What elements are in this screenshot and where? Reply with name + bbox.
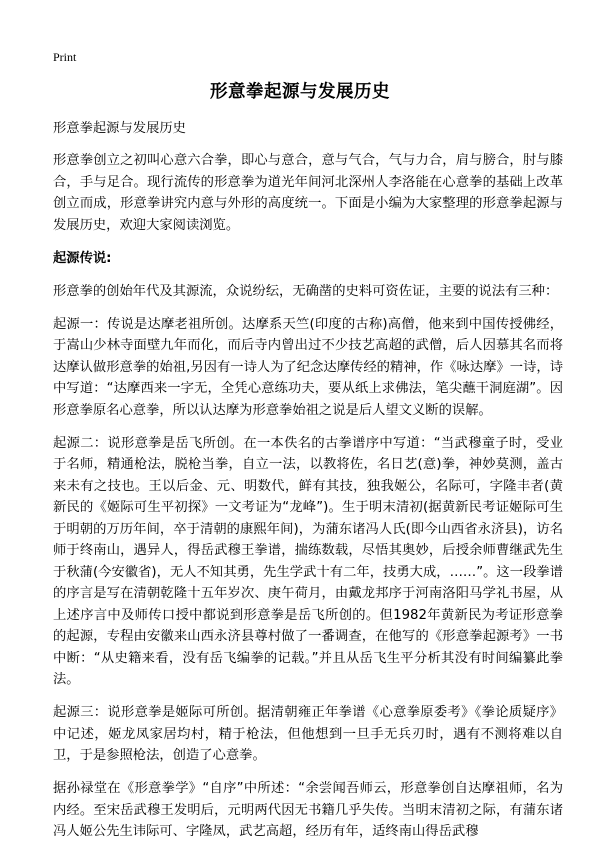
intro-paragraph: 形意拳创立之初叫心意六合拳，即心与意合，意与气合，气与力合，肩与膀合，肘与膝合，手与足合。现行流传的形意拳为道光年间河北深州人李洛能在心意拳的基础上改革创立而成，形意拳讲究内意与外形的高度统一。下面是小编为大家整理的形意拳起源与发展历史，欢迎大家阅读浏览。 [53,153,563,233]
origin-two-paragraph: 起源二：说形意拳是岳飞所创。在一本佚名的古拳谱序中写道：“当武穆童子时，受业于名师，精通枪法，脱枪当拳，自立一法，以教将佐，名日艺(意)拳，神妙莫测，盖古来未有之技也。王以后金、元、明数代，鲜有其技，独我姬公，名际可，字隆丰者(黄新民的《姬际可生平初探》一文考证为“龙峰”)。生于明末清初(据黄新民考证姬际可生于明朝的万历年间，卒于清朝的康熙年间)，为蒲东诸冯人氏(即今山西省永济县)，访名师于终南山，遇异人，得岳武穆王拳谱，揣练数载，尽悟其奥妙，后授余师曹继武先生于秋蒲(今安徽省)，无人不知其勇，先生学武十有二年，技勇大成，……”。这一段拳谱的序言是写在清朝乾隆十五年岁次、庚午荷月，由戴龙邦序于河南洛阳马学礼书屋，从上述序言中及师传口授中都说到形意拳是岳飞所创的。但1982年黄新民为考证形意拳的起源，专程由安徽来山西永济县尊村做了一番调查，在他写的《形意拳起源考》一书中断：“从史籍来看，没有岳飞编拳的记载。”并且从岳飞生平分析其没有时间编纂此拳法。 [53,435,563,687]
origin-one-paragraph: 起源一：传说是达摩老祖所创。达摩系天竺(印度的古称)高僧，他来到中国传授佛经，于嵩山少林寺面壁九年而化，而后寺内曾出过不少技艺高超的武僧，后人因慕其名而将达摩认做形意拳的始祖,另因有一诗人为了纪念达摩传经的精神，作《咏达摩》一诗，诗中写道：“达摩西来一字无，全凭心意练功夫，要从纸上求佛法，笔尖蘸干洞庭湖”。因形意拳原名心意拳，所以认达摩为形意拳始祖之说是后人望文义断的误解。 [53,316,563,418]
origin-three-paragraph: 起源三：说形意拳是姬际可所创。据清朝雍正年拳谱《心意拳原委考》《拳论质疑序》中记述，姬龙凤家居均村，精于枪法，但他想到一旦手无兵刃时，遇有不测将难以自卫，于是参照枪法，创造了心意拳。 [53,705,563,763]
sun-lutang-paragraph: 据孙禄堂在《形意拳学》“自序”中所述：“余尝闻吾师云，形意拳创自达摩祖师，名为内经。至宋岳武穆王发明后，元明两代因无书籍几乎失传。当明末清初之际，有蒲东诸冯人姬公先生讳际可、字隆凤，武艺高超，经历有年，适终南山得岳武穆 [53,781,563,839]
section-intro-paragraph: 形意拳的创始年代及其源流，众说纷纭，无确凿的史料可资佐证，主要的说法有三种： [53,283,559,299]
print-link[interactable]: Print [53,50,77,64]
section-heading: 起源传说: [53,250,112,266]
article-body [53,118,563,854]
page-title: 形意拳起源与发展历史 [210,82,390,102]
article-subtitle: 形意拳起源与发展历史 [53,121,186,136]
